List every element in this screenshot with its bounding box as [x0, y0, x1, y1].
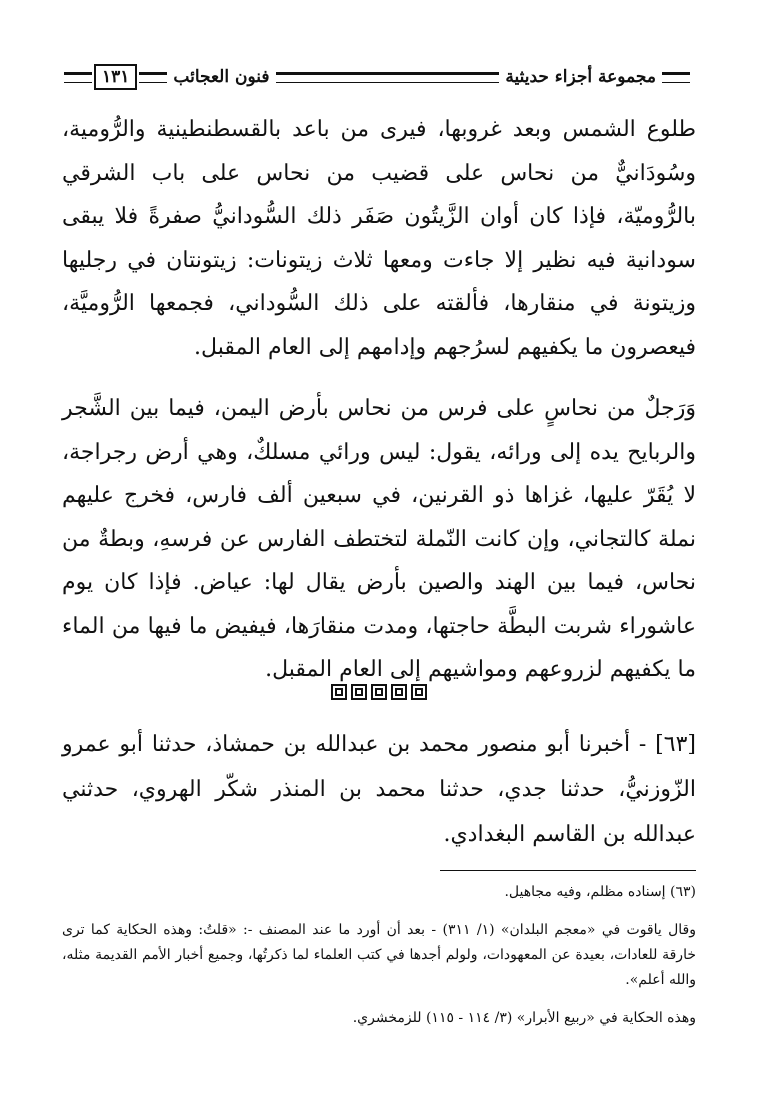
separator-square-icon [371, 684, 387, 700]
section-separator [0, 684, 757, 704]
header-rule-middle [276, 72, 500, 83]
footnote-63: (٦٣) إسناده مظلم، وفيه مجاهيل. [504, 884, 696, 900]
separator-square-icon [331, 684, 347, 700]
hadith-block [62, 722, 696, 857]
main-text [62, 108, 696, 692]
separator-square-icon [391, 684, 407, 700]
paragraph-1: طلوع الشمس وبعد غروبها، فيرى من باعد بالقسطنطينية والرُّومية، وسُودَانيٌّ من نحاس على قضيب من نحاس على باب الشرقي بالرُّوميّة، فإذا كان أوان الزَّيتُون صَفَر ذلك السُّودانيُّ صفرةً فلا يبقى سودانية فيه نظير إلا جاءت ومعها ثلاث زيتونات: زيتونتان في رجليها وزيتونة في منقارها، فألقته على ذلك السُّوداني، فجمعها الرُّوميَّة، فيعصرون ما يكفيهم لسرُجهم وإدامهم إلى العام المقبل. [62, 117, 697, 360]
separator-square-icon [351, 684, 367, 700]
footnote-divider [440, 870, 696, 871]
page-number: ١٣١ [94, 64, 137, 90]
collection-title: مجموعة أجزاء حديثية [505, 67, 656, 87]
header-rule-right [662, 72, 690, 83]
footnotes [62, 880, 696, 1031]
separator-square-icon [411, 684, 427, 700]
footnote-yaqut-quote: وقال ياقوت في «معجم البلدان» (١/ ٣١١) - بعد أن أورد ما عند المصنف -: «قلتُ: وهذه الحكاية كما ترى خارقة للعادات، بعيدة عن المعهودات، ولولم أجدها في كتب العلماء لما ذكرتُها، وجميع أخبار الأمم القديمة مثله، والله أعلم». [62, 922, 697, 988]
footnote-rabi-al-abrar: وهذه الحكاية في «ربيع الأبرار» (٣/ ١١٤ - ١١٥) للزمخشري. [352, 1010, 696, 1026]
running-header [62, 62, 692, 92]
hadith-63: [٦٣] - أخبرنا أبو منصور محمد بن عبدالله بن حمشاذ، حدثنا أبو عمرو الزّوزنيُّ، حدثنا جدي، حدثنا محمد بن المنذر شكّر الهروي، حدثني عبدالله بن القاسم البغدادي. [62, 732, 696, 847]
paragraph-2: وَرَجلٌ من نحاسٍ على فرس من نحاس بأرض اليمن، فيما بين الشَّجر والربايح يده إلى ورائه، يقول: ليس ورائي مسلكٌ، وهي أرض رجراجة، لا يُقَرّ عليها، غزاها ذو القرنين، في سبعين ألف فارس، فخرج عليهم نملة كالتجاني، وإن كانت النّملة لتختطف الفارس عن فرسهِ، وبطةٌ من نحاس، فيما بين الهند والصين بأرض يقال لها: عياض. فإذا كان يوم عاشوراء شربت البطَّة حاجتها، ومدت منقارَها، فيفيض ما فيها من الماء ما يكفيهم لزروعهم ومواشيهم إلى العام المقبل. [62, 396, 696, 682]
header-rule-end [64, 72, 92, 83]
book-title: فنون العجائب [173, 67, 270, 87]
header-rule-left [139, 72, 167, 83]
